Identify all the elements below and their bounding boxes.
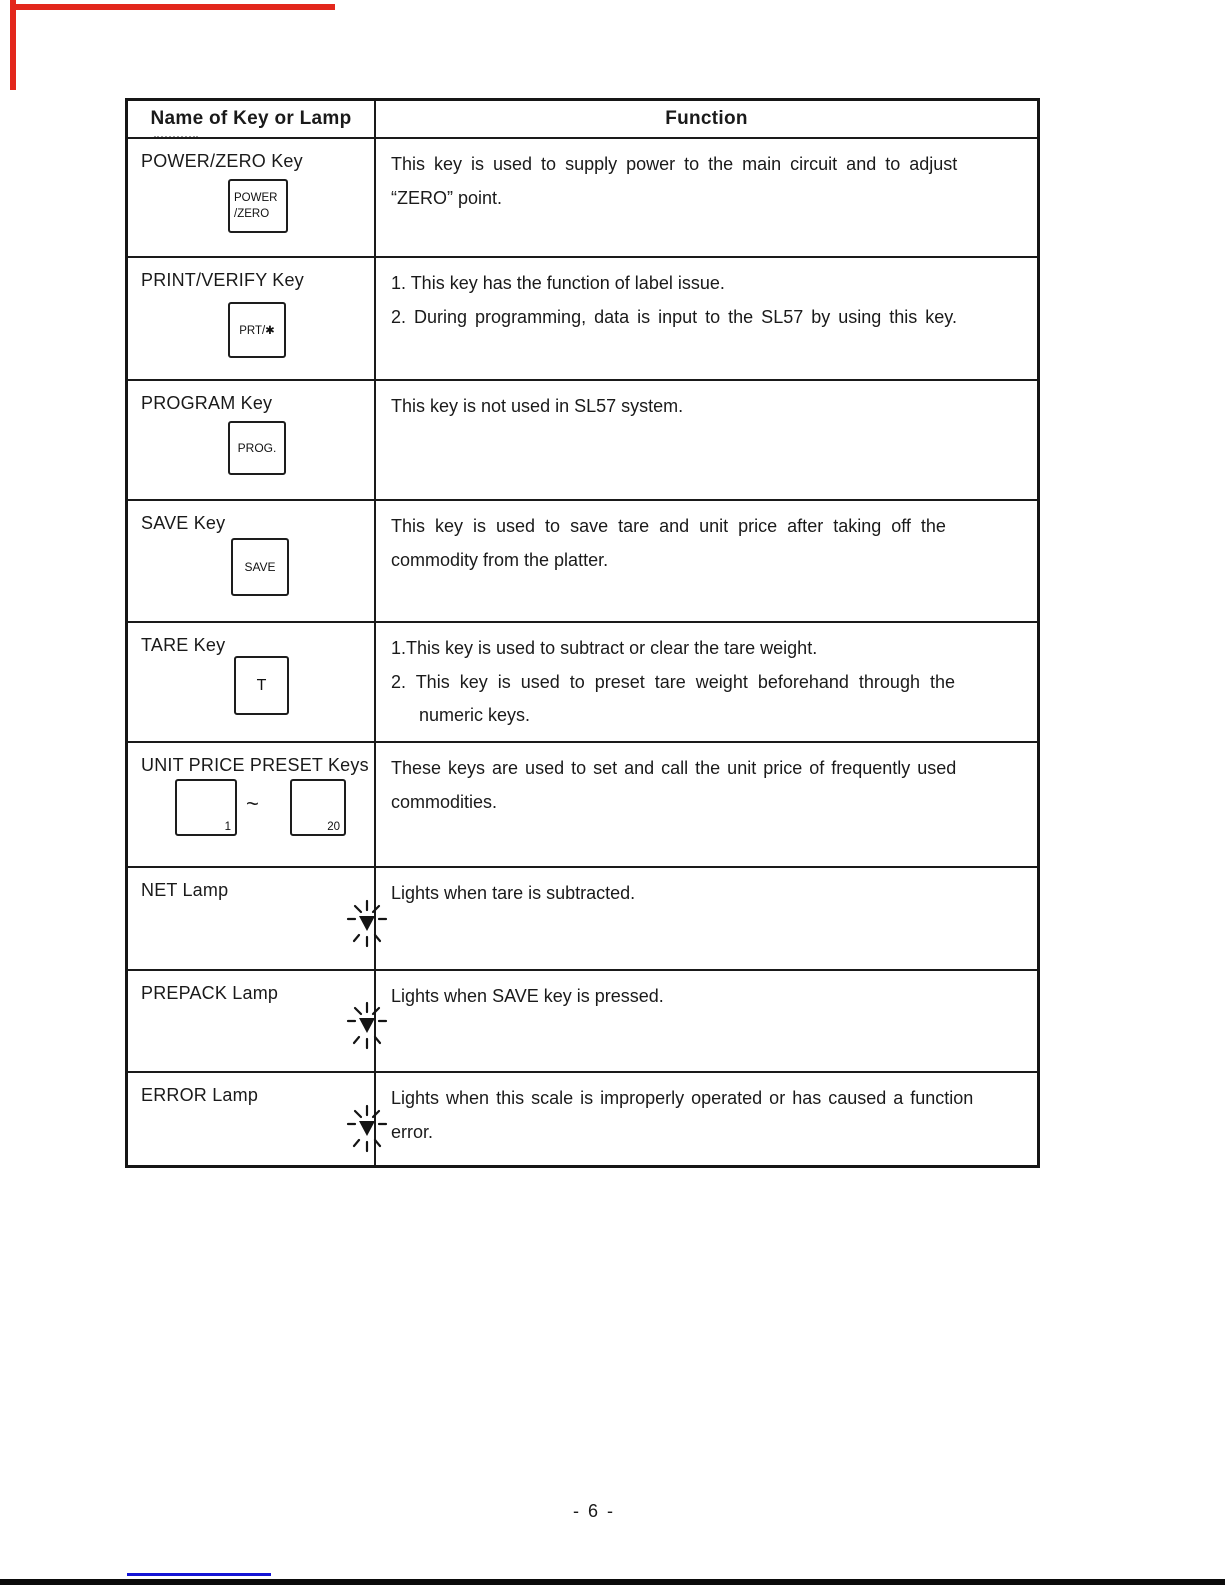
function-cell [376, 866, 1037, 969]
key-function-table [125, 98, 1040, 1168]
key-name: UNIT PRICE PRESET Keys [141, 755, 369, 775]
keycap-label: 20 [327, 821, 340, 833]
power-zero-keycap [228, 179, 288, 233]
name-cell-unit-price-preset [128, 741, 376, 866]
keycap-label: /ZERO [234, 208, 270, 220]
key-name: SAVE Key [141, 513, 226, 533]
function-text: 2. During programming, data is input to the SL57 by using this key. [391, 306, 957, 327]
save-keycap [231, 538, 289, 596]
header-function-label: Function [665, 108, 748, 129]
lamp-icon [346, 1103, 388, 1153]
function-cell [376, 621, 1037, 741]
preset-keycap-1 [175, 779, 237, 836]
print-verify-keycap [228, 302, 286, 358]
header-function-column [376, 101, 1037, 137]
key-name: POWER/ZERO Key [141, 151, 303, 171]
function-text: commodity from the platter. [391, 549, 609, 570]
tilde-range-symbol: ~ [246, 791, 259, 816]
function-text: Lights when this scale is improperly operated or has caused a function [391, 1088, 974, 1108]
function-text: 2. This key is used to preset tare weight beforehand through the [391, 671, 955, 692]
preset-keycap-20 [290, 779, 346, 836]
function-text: error. [391, 1121, 434, 1142]
function-cell [376, 379, 1037, 499]
function-text: commodities. [391, 791, 498, 812]
name-cell-tare [128, 621, 376, 741]
function-text: numeric keys. [419, 705, 531, 725]
keycap-label: POWER [234, 192, 278, 204]
name-cell-prepack-lamp [128, 969, 376, 1071]
name-cell-save [128, 499, 376, 621]
lamp-icon [346, 1000, 388, 1050]
function-cell [376, 256, 1037, 379]
function-cell [376, 137, 1037, 256]
lamp-name: NET Lamp [141, 880, 229, 900]
function-text: This key is used to supply power to the main circuit and to adjust [391, 154, 958, 174]
function-text: “ZERO” point. [391, 187, 503, 208]
key-name: PRINT/VERIFY Key [141, 270, 304, 290]
keycap-label: SAVE [244, 560, 276, 574]
page-number: - 6 - [573, 1501, 616, 1521]
tare-keycap [234, 656, 289, 715]
function-text: This key is used to save tare and unit price after taking off the [391, 516, 946, 536]
lamp-name: PREPACK Lamp [141, 983, 279, 1003]
header-name-column [128, 101, 376, 137]
header-name-label: Name of Key or Lamp [150, 108, 352, 129]
function-text: Lights when SAVE key is pressed. [391, 986, 664, 1006]
function-text: This key is not used in SL57 system. [391, 396, 684, 416]
lamp-icon [346, 898, 388, 948]
key-name: TARE Key [141, 635, 226, 655]
function-text: 1.This key is used to subtract or clear the tare weight. [391, 638, 818, 658]
function-cell [376, 969, 1037, 1071]
name-cell-error-lamp [128, 1071, 376, 1165]
name-cell-program [128, 379, 376, 499]
keycap-label: 1 [224, 821, 231, 833]
function-text: These keys are used to set and call the unit price of frequently used [391, 758, 957, 778]
scan-edge-bar [0, 1579, 1225, 1585]
lamp-name: ERROR Lamp [141, 1085, 259, 1105]
function-cell [376, 499, 1037, 621]
keycap-label: T [256, 676, 267, 694]
function-text: 1. This key has the function of label issue. [391, 273, 725, 293]
name-cell-net-lamp [128, 866, 376, 969]
link-underline[interactable] [127, 1573, 271, 1576]
name-cell-print-verify [128, 256, 376, 379]
program-keycap [228, 421, 286, 475]
keycap-label: PROG. [237, 441, 277, 455]
function-cell [376, 1071, 1037, 1165]
key-name: PROGRAM Key [141, 393, 273, 413]
function-cell [376, 741, 1037, 866]
function-text: Lights when tare is subtracted. [391, 883, 636, 903]
scan-artifact-red-vertical [10, 0, 16, 90]
scan-artifact-red-horizontal [10, 4, 335, 10]
keycap-label: PRT/✱ [239, 325, 275, 337]
name-cell-power-zero [128, 137, 376, 256]
